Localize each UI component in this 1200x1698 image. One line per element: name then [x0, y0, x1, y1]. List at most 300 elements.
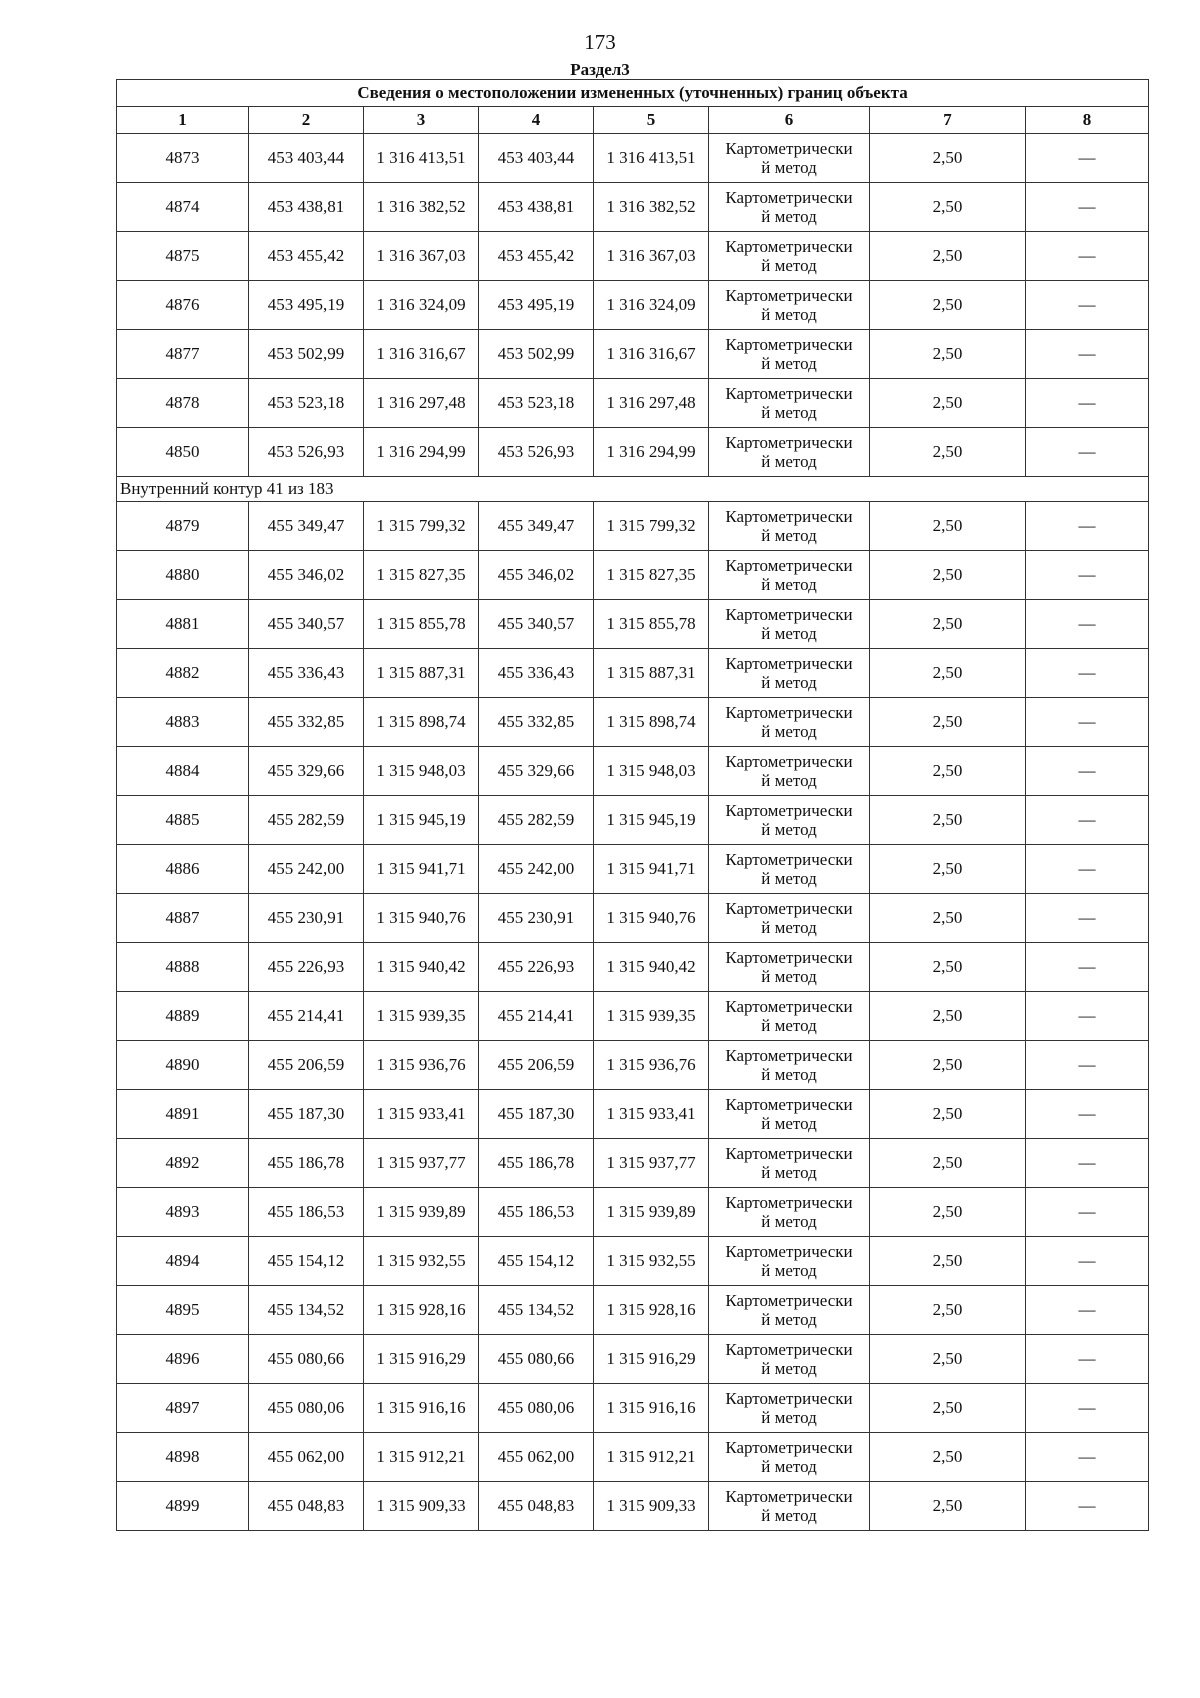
method-cell	[709, 502, 870, 551]
existing-y: 1 315 945,19	[364, 796, 479, 845]
existing-y: 1 315 933,41	[364, 1090, 479, 1139]
refined-y: 1 315 928,16	[594, 1286, 709, 1335]
empty-dash: —	[1026, 1384, 1149, 1433]
point-number: 4884	[117, 747, 249, 796]
existing-y: 1 315 898,74	[364, 698, 479, 747]
method-line-2: й метод	[761, 1114, 817, 1133]
method-line-1: Картометрически	[725, 1291, 853, 1310]
point-number: 4896	[117, 1335, 249, 1384]
refined-y: 1 315 945,19	[594, 796, 709, 845]
table-row	[117, 992, 1149, 1041]
table-row	[117, 649, 1149, 698]
existing-x: 455 349,47	[249, 502, 364, 551]
contour-row	[117, 477, 1149, 502]
column-number: 1	[117, 107, 249, 134]
accuracy: 2,50	[870, 747, 1026, 796]
empty-dash: —	[1026, 281, 1149, 330]
method-line-1: Картометрически	[725, 997, 853, 1016]
method-line-1: Картометрически	[725, 286, 853, 305]
point-number: 4893	[117, 1188, 249, 1237]
empty-dash: —	[1026, 502, 1149, 551]
point-number: 4891	[117, 1090, 249, 1139]
method-cell	[709, 183, 870, 232]
method-line-2: й метод	[761, 1212, 817, 1231]
refined-x: 455 332,85	[479, 698, 594, 747]
existing-x: 455 186,78	[249, 1139, 364, 1188]
accuracy: 2,50	[870, 1188, 1026, 1237]
existing-x: 455 346,02	[249, 551, 364, 600]
refined-x: 455 346,02	[479, 551, 594, 600]
empty-dash: —	[1026, 428, 1149, 477]
existing-y: 1 315 912,21	[364, 1433, 479, 1482]
table-row	[117, 1482, 1149, 1531]
refined-y: 1 315 898,74	[594, 698, 709, 747]
existing-y: 1 315 932,55	[364, 1237, 479, 1286]
method-line-2: й метод	[761, 305, 817, 324]
method-cell	[709, 428, 870, 477]
refined-y: 1 315 916,29	[594, 1335, 709, 1384]
refined-x: 455 080,06	[479, 1384, 594, 1433]
refined-x: 455 329,66	[479, 747, 594, 796]
accuracy: 2,50	[870, 379, 1026, 428]
refined-x: 455 048,83	[479, 1482, 594, 1531]
existing-x: 453 523,18	[249, 379, 364, 428]
point-number: 4899	[117, 1482, 249, 1531]
existing-y: 1 315 940,42	[364, 943, 479, 992]
point-number: 4897	[117, 1384, 249, 1433]
existing-x: 455 048,83	[249, 1482, 364, 1531]
method-line-1: Картометрически	[725, 1193, 853, 1212]
refined-x: 453 495,19	[479, 281, 594, 330]
table-row	[117, 845, 1149, 894]
empty-dash: —	[1026, 894, 1149, 943]
method-cell	[709, 845, 870, 894]
method-cell	[709, 796, 870, 845]
method-line-2: й метод	[761, 1016, 817, 1035]
refined-x: 453 523,18	[479, 379, 594, 428]
existing-x: 455 080,66	[249, 1335, 364, 1384]
refined-y: 1 315 912,21	[594, 1433, 709, 1482]
empty-dash: —	[1026, 747, 1149, 796]
refined-x: 455 062,00	[479, 1433, 594, 1482]
point-number: 4892	[117, 1139, 249, 1188]
accuracy: 2,50	[870, 894, 1026, 943]
existing-y: 1 315 937,77	[364, 1139, 479, 1188]
existing-y: 1 315 948,03	[364, 747, 479, 796]
existing-x: 453 438,81	[249, 183, 364, 232]
point-number: 4887	[117, 894, 249, 943]
refined-x: 455 230,91	[479, 894, 594, 943]
empty-dash: —	[1026, 1286, 1149, 1335]
table-body-inner-contour	[117, 502, 1149, 1531]
existing-y: 1 315 916,29	[364, 1335, 479, 1384]
point-number: 4890	[117, 1041, 249, 1090]
method-line-2: й метод	[761, 1065, 817, 1084]
method-line-1: Картометрически	[725, 752, 853, 771]
refined-y: 1 316 324,09	[594, 281, 709, 330]
point-number: 4894	[117, 1237, 249, 1286]
refined-x: 455 340,57	[479, 600, 594, 649]
method-line-1: Картометрически	[725, 1487, 853, 1506]
existing-y: 1 315 799,32	[364, 502, 479, 551]
existing-y: 1 315 916,16	[364, 1384, 479, 1433]
method-cell	[709, 1286, 870, 1335]
method-cell	[709, 1384, 870, 1433]
empty-dash: —	[1026, 600, 1149, 649]
table-row	[117, 796, 1149, 845]
method-line-2: й метод	[761, 575, 817, 594]
table-row	[117, 134, 1149, 183]
refined-x: 455 214,41	[479, 992, 594, 1041]
method-line-2: й метод	[761, 207, 817, 226]
point-number: 4873	[117, 134, 249, 183]
accuracy: 2,50	[870, 1482, 1026, 1531]
accuracy: 2,50	[870, 1237, 1026, 1286]
refined-y: 1 315 855,78	[594, 600, 709, 649]
point-number: 4850	[117, 428, 249, 477]
refined-y: 1 316 297,48	[594, 379, 709, 428]
accuracy: 2,50	[870, 649, 1026, 698]
method-line-2: й метод	[761, 403, 817, 422]
method-line-1: Картометрически	[725, 237, 853, 256]
refined-y: 1 315 827,35	[594, 551, 709, 600]
empty-dash: —	[1026, 1139, 1149, 1188]
method-cell	[709, 232, 870, 281]
method-line-2: й метод	[761, 1261, 817, 1280]
empty-dash: —	[1026, 1482, 1149, 1531]
method-line-1: Картометрически	[725, 507, 853, 526]
point-number: 4883	[117, 698, 249, 747]
method-line-1: Картометрически	[725, 556, 853, 575]
table-row	[117, 1335, 1149, 1384]
empty-dash: —	[1026, 330, 1149, 379]
method-line-2: й метод	[761, 1457, 817, 1476]
method-line-1: Картометрически	[725, 948, 853, 967]
method-cell	[709, 1188, 870, 1237]
table-row	[117, 232, 1149, 281]
accuracy: 2,50	[870, 1286, 1026, 1335]
accuracy: 2,50	[870, 845, 1026, 894]
existing-x: 455 206,59	[249, 1041, 364, 1090]
accuracy: 2,50	[870, 428, 1026, 477]
existing-x: 455 329,66	[249, 747, 364, 796]
existing-y: 1 315 887,31	[364, 649, 479, 698]
refined-y: 1 316 382,52	[594, 183, 709, 232]
refined-y: 1 315 939,35	[594, 992, 709, 1041]
method-line-2: й метод	[761, 869, 817, 888]
method-cell	[709, 747, 870, 796]
point-number: 4886	[117, 845, 249, 894]
method-cell	[709, 551, 870, 600]
accuracy: 2,50	[870, 1433, 1026, 1482]
empty-dash: —	[1026, 845, 1149, 894]
point-number: 4889	[117, 992, 249, 1041]
existing-y: 1 315 827,35	[364, 551, 479, 600]
existing-x: 455 230,91	[249, 894, 364, 943]
accuracy: 2,50	[870, 1335, 1026, 1384]
refined-y: 1 315 799,32	[594, 502, 709, 551]
table-row	[117, 698, 1149, 747]
column-number: 8	[1026, 107, 1149, 134]
method-line-2: й метод	[761, 158, 817, 177]
point-number: 4885	[117, 796, 249, 845]
accuracy: 2,50	[870, 600, 1026, 649]
point-number: 4877	[117, 330, 249, 379]
refined-x: 455 349,47	[479, 502, 594, 551]
method-line-2: й метод	[761, 722, 817, 741]
empty-dash: —	[1026, 1090, 1149, 1139]
method-cell	[709, 1237, 870, 1286]
method-line-2: й метод	[761, 526, 817, 545]
section-title: Раздел3	[570, 60, 630, 79]
point-number: 4895	[117, 1286, 249, 1335]
existing-x: 455 242,00	[249, 845, 364, 894]
method-line-2: й метод	[761, 1359, 817, 1378]
accuracy: 2,50	[870, 1139, 1026, 1188]
table-caption: Сведения о местоположении измененных (уточненных) границ объекта	[117, 80, 1149, 107]
accuracy: 2,50	[870, 1090, 1026, 1139]
existing-x: 455 186,53	[249, 1188, 364, 1237]
method-cell	[709, 1090, 870, 1139]
method-line-2: й метод	[761, 771, 817, 790]
table-row	[117, 502, 1149, 551]
column-number-row	[117, 107, 1149, 134]
refined-x: 455 186,78	[479, 1139, 594, 1188]
method-cell	[709, 894, 870, 943]
existing-x: 455 187,30	[249, 1090, 364, 1139]
refined-y: 1 315 887,31	[594, 649, 709, 698]
table-row	[117, 330, 1149, 379]
accuracy: 2,50	[870, 551, 1026, 600]
method-line-2: й метод	[761, 918, 817, 937]
existing-x: 455 340,57	[249, 600, 364, 649]
table-row	[117, 281, 1149, 330]
existing-x: 455 226,93	[249, 943, 364, 992]
method-cell	[709, 1482, 870, 1531]
refined-x: 453 502,99	[479, 330, 594, 379]
refined-y: 1 315 937,77	[594, 1139, 709, 1188]
page-number: 173	[584, 30, 616, 54]
empty-dash: —	[1026, 943, 1149, 992]
existing-y: 1 316 316,67	[364, 330, 479, 379]
refined-y: 1 315 940,42	[594, 943, 709, 992]
point-number: 4881	[117, 600, 249, 649]
refined-y: 1 315 932,55	[594, 1237, 709, 1286]
method-line-2: й метод	[761, 1408, 817, 1427]
table-row	[117, 600, 1149, 649]
refined-x: 455 282,59	[479, 796, 594, 845]
table-row	[117, 1384, 1149, 1433]
accuracy: 2,50	[870, 1384, 1026, 1433]
accuracy: 2,50	[870, 1041, 1026, 1090]
method-cell	[709, 330, 870, 379]
method-cell	[709, 379, 870, 428]
table-row	[117, 551, 1149, 600]
refined-x: 455 186,53	[479, 1188, 594, 1237]
refined-y: 1 316 294,99	[594, 428, 709, 477]
method-line-1: Картометрически	[725, 801, 853, 820]
existing-x: 455 336,43	[249, 649, 364, 698]
method-cell	[709, 134, 870, 183]
accuracy: 2,50	[870, 992, 1026, 1041]
refined-x: 453 526,93	[479, 428, 594, 477]
refined-x: 453 455,42	[479, 232, 594, 281]
table-row	[117, 894, 1149, 943]
empty-dash: —	[1026, 698, 1149, 747]
empty-dash: —	[1026, 796, 1149, 845]
boundary-coordinates-table	[116, 79, 1149, 1531]
table-row	[117, 1090, 1149, 1139]
method-line-1: Картометрически	[725, 433, 853, 452]
point-number: 4880	[117, 551, 249, 600]
existing-y: 1 316 413,51	[364, 134, 479, 183]
table-row	[117, 747, 1149, 796]
empty-dash: —	[1026, 1188, 1149, 1237]
column-number: 6	[709, 107, 870, 134]
empty-dash: —	[1026, 134, 1149, 183]
point-number: 4888	[117, 943, 249, 992]
existing-y: 1 316 367,03	[364, 232, 479, 281]
refined-y: 1 315 948,03	[594, 747, 709, 796]
refined-x: 455 226,93	[479, 943, 594, 992]
refined-x: 455 080,66	[479, 1335, 594, 1384]
refined-x: 455 242,00	[479, 845, 594, 894]
method-line-2: й метод	[761, 1163, 817, 1182]
method-cell	[709, 1041, 870, 1090]
point-number: 4898	[117, 1433, 249, 1482]
existing-y: 1 315 909,33	[364, 1482, 479, 1531]
table-row	[117, 1237, 1149, 1286]
point-number: 4879	[117, 502, 249, 551]
method-line-1: Картометрически	[725, 899, 853, 918]
method-line-2: й метод	[761, 1506, 817, 1525]
refined-y: 1 315 936,76	[594, 1041, 709, 1090]
accuracy: 2,50	[870, 796, 1026, 845]
column-number: 3	[364, 107, 479, 134]
method-line-2: й метод	[761, 256, 817, 275]
existing-x: 455 134,52	[249, 1286, 364, 1335]
method-cell	[709, 1335, 870, 1384]
method-line-1: Картометрически	[725, 1438, 853, 1457]
method-line-1: Картометрически	[725, 1389, 853, 1408]
method-line-1: Картометрически	[725, 654, 853, 673]
method-line-1: Картометрически	[725, 335, 853, 354]
method-line-1: Картометрически	[725, 1340, 853, 1359]
method-line-1: Картометрически	[725, 1242, 853, 1261]
existing-x: 453 495,19	[249, 281, 364, 330]
accuracy: 2,50	[870, 330, 1026, 379]
refined-x: 455 154,12	[479, 1237, 594, 1286]
table-row	[117, 428, 1149, 477]
table-row	[117, 379, 1149, 428]
existing-x: 453 502,99	[249, 330, 364, 379]
column-number: 7	[870, 107, 1026, 134]
column-number: 4	[479, 107, 594, 134]
accuracy: 2,50	[870, 183, 1026, 232]
existing-y: 1 316 382,52	[364, 183, 479, 232]
empty-dash: —	[1026, 551, 1149, 600]
table-row	[117, 1433, 1149, 1482]
method-line-2: й метод	[761, 624, 817, 643]
table-row	[117, 183, 1149, 232]
existing-y: 1 315 928,16	[364, 1286, 479, 1335]
existing-y: 1 315 936,76	[364, 1041, 479, 1090]
column-number: 5	[594, 107, 709, 134]
method-line-2: й метод	[761, 452, 817, 471]
refined-y: 1 315 909,33	[594, 1482, 709, 1531]
empty-dash: —	[1026, 232, 1149, 281]
method-line-2: й метод	[761, 967, 817, 986]
method-cell	[709, 992, 870, 1041]
refined-x: 455 134,52	[479, 1286, 594, 1335]
refined-x: 455 336,43	[479, 649, 594, 698]
existing-x: 453 526,93	[249, 428, 364, 477]
existing-x: 453 455,42	[249, 232, 364, 281]
method-cell	[709, 698, 870, 747]
refined-x: 455 187,30	[479, 1090, 594, 1139]
existing-y: 1 315 940,76	[364, 894, 479, 943]
empty-dash: —	[1026, 1335, 1149, 1384]
table-row	[117, 1188, 1149, 1237]
existing-x: 455 282,59	[249, 796, 364, 845]
method-line-1: Картометрически	[725, 850, 853, 869]
existing-x: 455 332,85	[249, 698, 364, 747]
existing-y: 1 315 941,71	[364, 845, 479, 894]
refined-y: 1 315 940,76	[594, 894, 709, 943]
empty-dash: —	[1026, 649, 1149, 698]
empty-dash: —	[1026, 992, 1149, 1041]
method-cell	[709, 943, 870, 992]
accuracy: 2,50	[870, 232, 1026, 281]
table-row	[117, 1139, 1149, 1188]
existing-y: 1 315 939,35	[364, 992, 479, 1041]
existing-x: 453 403,44	[249, 134, 364, 183]
method-cell	[709, 649, 870, 698]
existing-y: 1 315 855,78	[364, 600, 479, 649]
table-row	[117, 1286, 1149, 1335]
method-cell	[709, 1433, 870, 1482]
method-line-1: Картометрически	[725, 1095, 853, 1114]
accuracy: 2,50	[870, 502, 1026, 551]
refined-y: 1 316 316,67	[594, 330, 709, 379]
refined-x: 455 206,59	[479, 1041, 594, 1090]
accuracy: 2,50	[870, 698, 1026, 747]
refined-x: 453 403,44	[479, 134, 594, 183]
existing-x: 455 080,06	[249, 1384, 364, 1433]
refined-x: 453 438,81	[479, 183, 594, 232]
table-row	[117, 943, 1149, 992]
empty-dash: —	[1026, 1433, 1149, 1482]
refined-y: 1 315 916,16	[594, 1384, 709, 1433]
method-line-2: й метод	[761, 1310, 817, 1329]
method-line-1: Картометрически	[725, 1046, 853, 1065]
empty-dash: —	[1026, 1237, 1149, 1286]
method-cell	[709, 1139, 870, 1188]
existing-x: 455 062,00	[249, 1433, 364, 1482]
existing-y: 1 316 297,48	[364, 379, 479, 428]
refined-y: 1 316 367,03	[594, 232, 709, 281]
point-number: 4875	[117, 232, 249, 281]
accuracy: 2,50	[870, 134, 1026, 183]
empty-dash: —	[1026, 183, 1149, 232]
column-number: 2	[249, 107, 364, 134]
empty-dash: —	[1026, 379, 1149, 428]
point-number: 4882	[117, 649, 249, 698]
point-number: 4878	[117, 379, 249, 428]
refined-y: 1 315 941,71	[594, 845, 709, 894]
method-line-1: Картометрически	[725, 384, 853, 403]
refined-y: 1 316 413,51	[594, 134, 709, 183]
